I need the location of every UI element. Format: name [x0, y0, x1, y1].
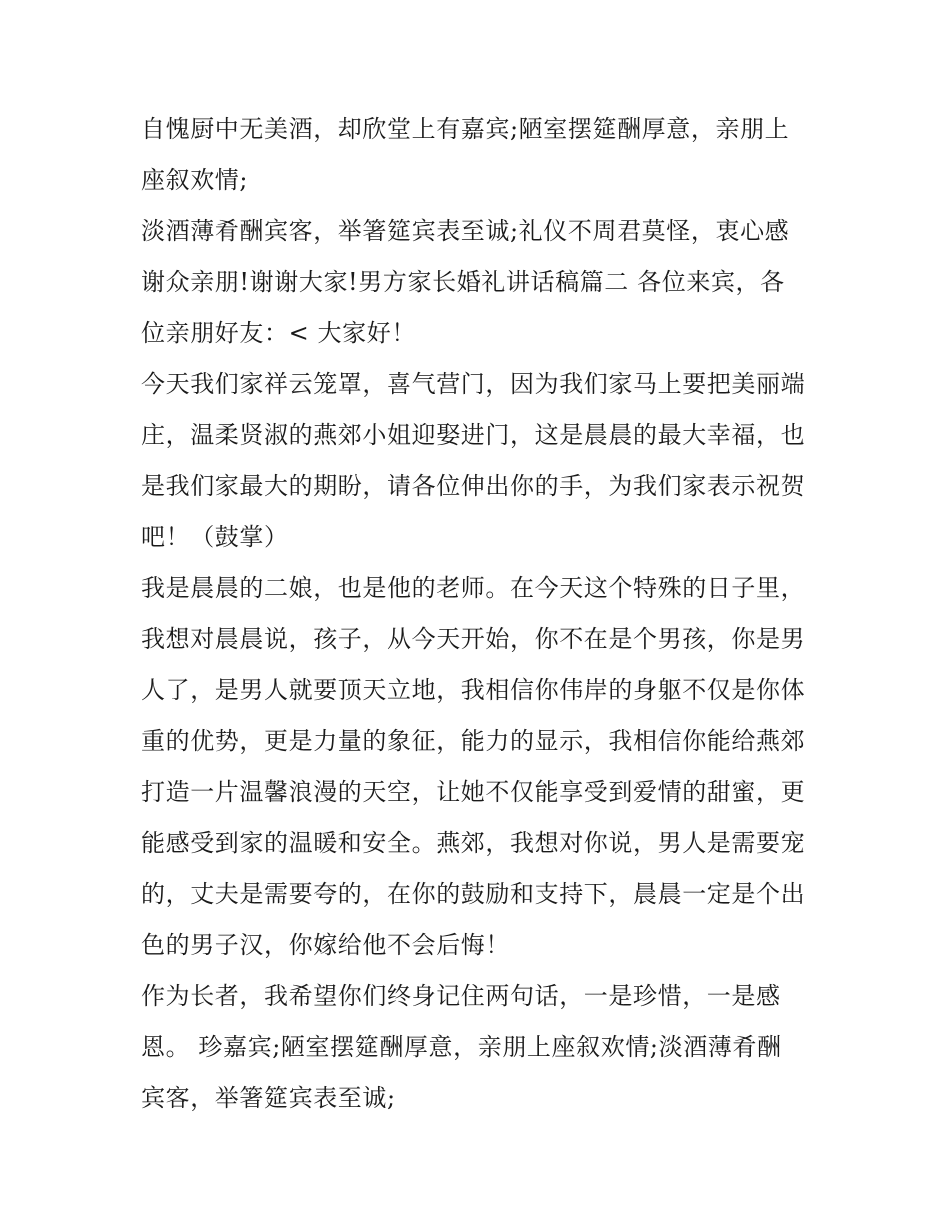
text-line: 人了，是男人就要顶天立地，我相信你伟岸的身躯不仅是你体	[141, 676, 806, 704]
text-line: 今天我们家祥云笼罩，喜气营门，因为我们家马上要把美丽端	[141, 370, 806, 398]
text-line: 自愧厨中无美酒，却欣堂上有嘉宾;陋室摆筵酬厚意，亲朋上	[141, 115, 790, 143]
text-line: 谢众亲朋!谢谢大家!男方家长婚礼讲话稿篇二 各位来宾，各	[141, 268, 785, 296]
text-line: 吧！（鼓掌）	[141, 523, 289, 551]
text-line: 重的优势，更是力量的象征，能力的显示，我相信你能给燕郊	[141, 727, 806, 755]
text-line: 能感受到家的温暖和安全。燕郊，我想对你说，男人是需要宠	[141, 829, 806, 857]
text-line: 作为长者，我希望你们终身记住两句话，一是珍惜，一是感	[141, 982, 781, 1010]
text-line: 的，丈夫是需要夸的，在你的鼓励和支持下，晨晨一定是个出	[141, 880, 806, 908]
text-line: 我是晨晨的二娘，也是他的老师。在今天这个特殊的日子里，	[141, 574, 806, 602]
text-line: 宾客，举箸筵宾表至诚;	[141, 1084, 396, 1112]
text-line: 位亲朋好友：< 大家好！	[141, 319, 416, 347]
text-line: 座叙欢情;	[141, 166, 249, 194]
text-line: 色的男子汉，你嫁给他不会后悔！	[141, 931, 510, 959]
text-line: 淡酒薄肴酬宾客，举箸筵宾表至诚;礼仪不周君莫怪，衷心感	[141, 217, 790, 245]
text-line: 庄，温柔贤淑的燕郊小姐迎娶进门，这是晨晨的最大幸福，也	[141, 421, 806, 449]
text-line: 我想对晨晨说，孩子，从今天开始，你不在是个男孩，你是男	[141, 625, 806, 653]
text-line: 打造一片温馨浪漫的天空，让她不仅能享受到爱情的甜蜜，更	[141, 778, 806, 806]
document-body	[141, 104, 821, 1124]
text-line: 恩。 珍嘉宾;陋室摆筵酬厚意，亲朋上座叙欢情;淡酒薄肴酬	[141, 1033, 782, 1061]
text-line: 是我们家最大的期盼，请各位伸出你的手，为我们家表示祝贺	[141, 472, 806, 500]
